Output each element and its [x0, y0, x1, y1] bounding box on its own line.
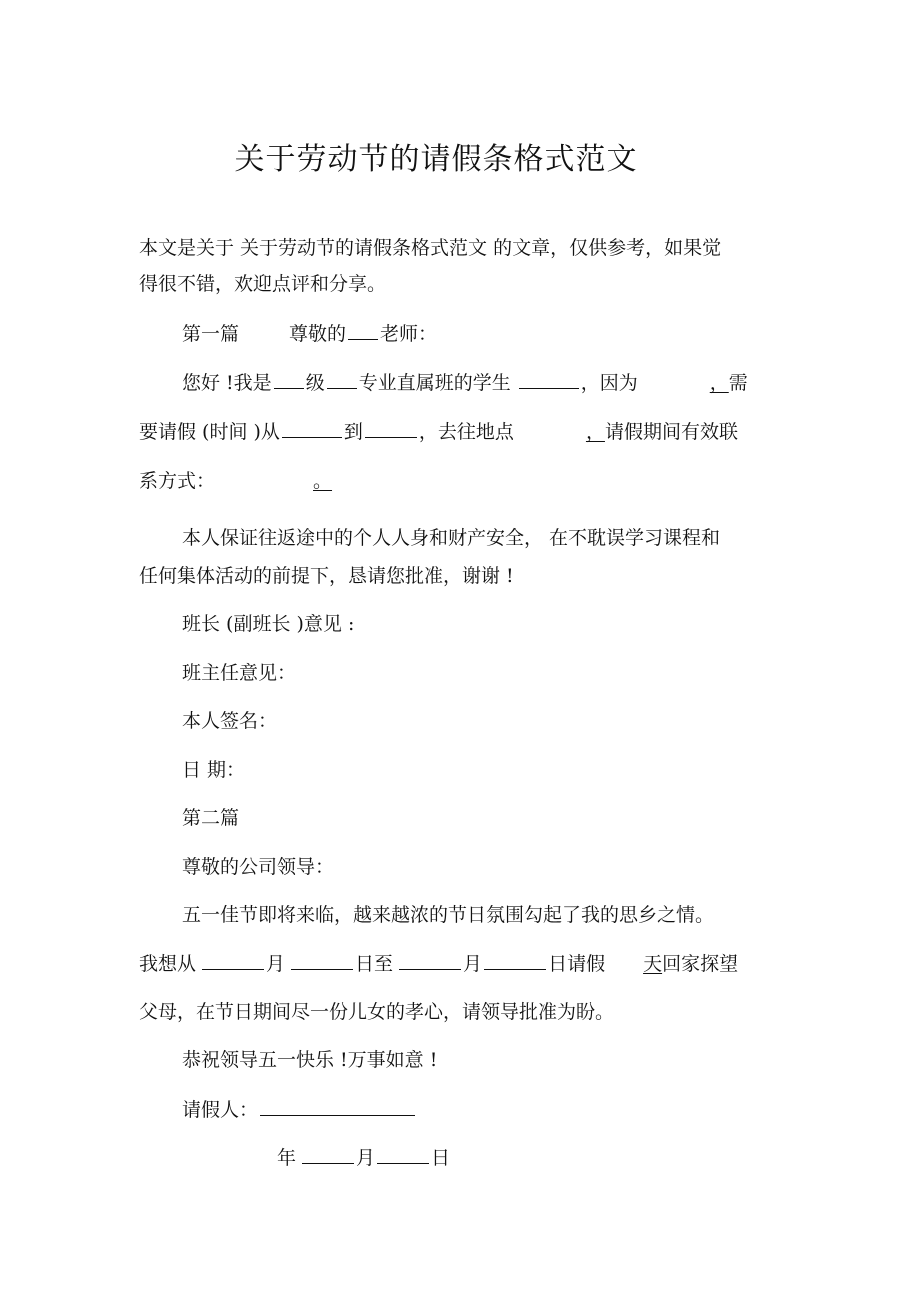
guarantee-line-1: 本人保证往返途中的个人人身和财产安全， 在不耽误学习课程和 — [182, 527, 721, 549]
from-time-blank — [282, 419, 342, 438]
contact-blank-period: 。 — [313, 470, 333, 492]
body-text: 日至 — [355, 953, 394, 975]
body-text: 我想从 — [139, 953, 197, 975]
body-text: 系方式： — [139, 470, 216, 492]
body-text: ，去往地点 — [418, 421, 514, 443]
teacher-opinion: 班主任意见： — [182, 662, 297, 684]
destination-blank-comma: ， — [585, 421, 605, 443]
part2-paragraph-3: 父母，在节日期间尽一份儿女的孝心，请领导批准为盼。 — [139, 1001, 615, 1023]
applicant-line — [182, 1097, 417, 1122]
part1-salutation-a: 尊敬的 — [289, 323, 347, 345]
date-label: 日 期： — [182, 759, 246, 781]
reason-blank-comma: ， — [709, 372, 729, 394]
day-label: 日 — [431, 1147, 451, 1169]
body-text: ，因为 — [580, 372, 638, 394]
applicant-label: 请假人： — [182, 1099, 259, 1121]
body-text: 级 — [305, 372, 325, 394]
to-time-blank — [365, 419, 417, 438]
part1-salutation-b: 老师： — [380, 323, 438, 345]
part2-date-line — [277, 1145, 450, 1170]
part1-body-line-1 — [182, 370, 748, 395]
start-month-blank — [202, 951, 264, 970]
body-text: 需 — [728, 372, 748, 394]
end-day-blank — [484, 951, 546, 970]
part2-paragraph-1: 五一佳节即将来临，越来越浓的节日氛围勾起了我的思乡之情。 — [182, 904, 715, 926]
body-text: 到 — [343, 421, 363, 443]
intro-line-2: 得很不错，欢迎点评和分享。 — [139, 273, 387, 295]
body-text: 月 — [463, 953, 483, 975]
start-day-blank — [291, 951, 353, 970]
day-blank — [377, 1145, 429, 1164]
wishes-line: 恭祝领导五一快乐 !万事如意 ! — [182, 1049, 438, 1071]
document-title: 关于劳动节的请假条格式范文 — [234, 142, 638, 177]
body-text: 要请假 (时间 )从 — [139, 421, 280, 443]
part2-salutation: 尊敬的公司领导： — [182, 856, 335, 878]
end-month-blank — [399, 951, 461, 970]
part2-heading: 第二篇 — [182, 807, 240, 829]
class-blank — [519, 370, 579, 389]
body-text: 日请假 — [548, 953, 606, 975]
body-text: 您好 !我是 — [182, 372, 272, 394]
month-blank — [302, 1145, 354, 1164]
intro-line-1: 本文是关于 关于劳动节的请假条格式范文 的文章，仅供参考，如果觉 — [139, 237, 722, 259]
body-text: 专业直属班的学生 — [358, 372, 511, 394]
monitor-opinion: 班长 (副班长 )意见 : — [182, 613, 355, 635]
part1-salutation-line — [182, 321, 437, 346]
body-text: 月 — [266, 953, 286, 975]
part1-body-line-2 — [139, 419, 738, 444]
major-blank — [327, 370, 357, 389]
days-blank: 天 — [643, 953, 663, 975]
guarantee-line-2: 任何集体活动的前提下，恳请您批准，谢谢 ! — [139, 565, 514, 587]
part1-body-line-3 — [139, 469, 332, 493]
signature-label: 本人签名： — [182, 710, 278, 732]
year-label: 年 — [277, 1147, 297, 1169]
applicant-name-blank — [260, 1097, 415, 1116]
body-text: 请假期间有效联 — [604, 421, 738, 443]
body-text: 回家探望 — [662, 953, 739, 975]
month-label: 月 — [356, 1147, 376, 1169]
grade-blank — [274, 370, 304, 389]
part2-paragraph-2 — [139, 951, 738, 976]
part1-heading: 第一篇 — [182, 323, 240, 345]
teacher-name-blank — [348, 321, 378, 340]
